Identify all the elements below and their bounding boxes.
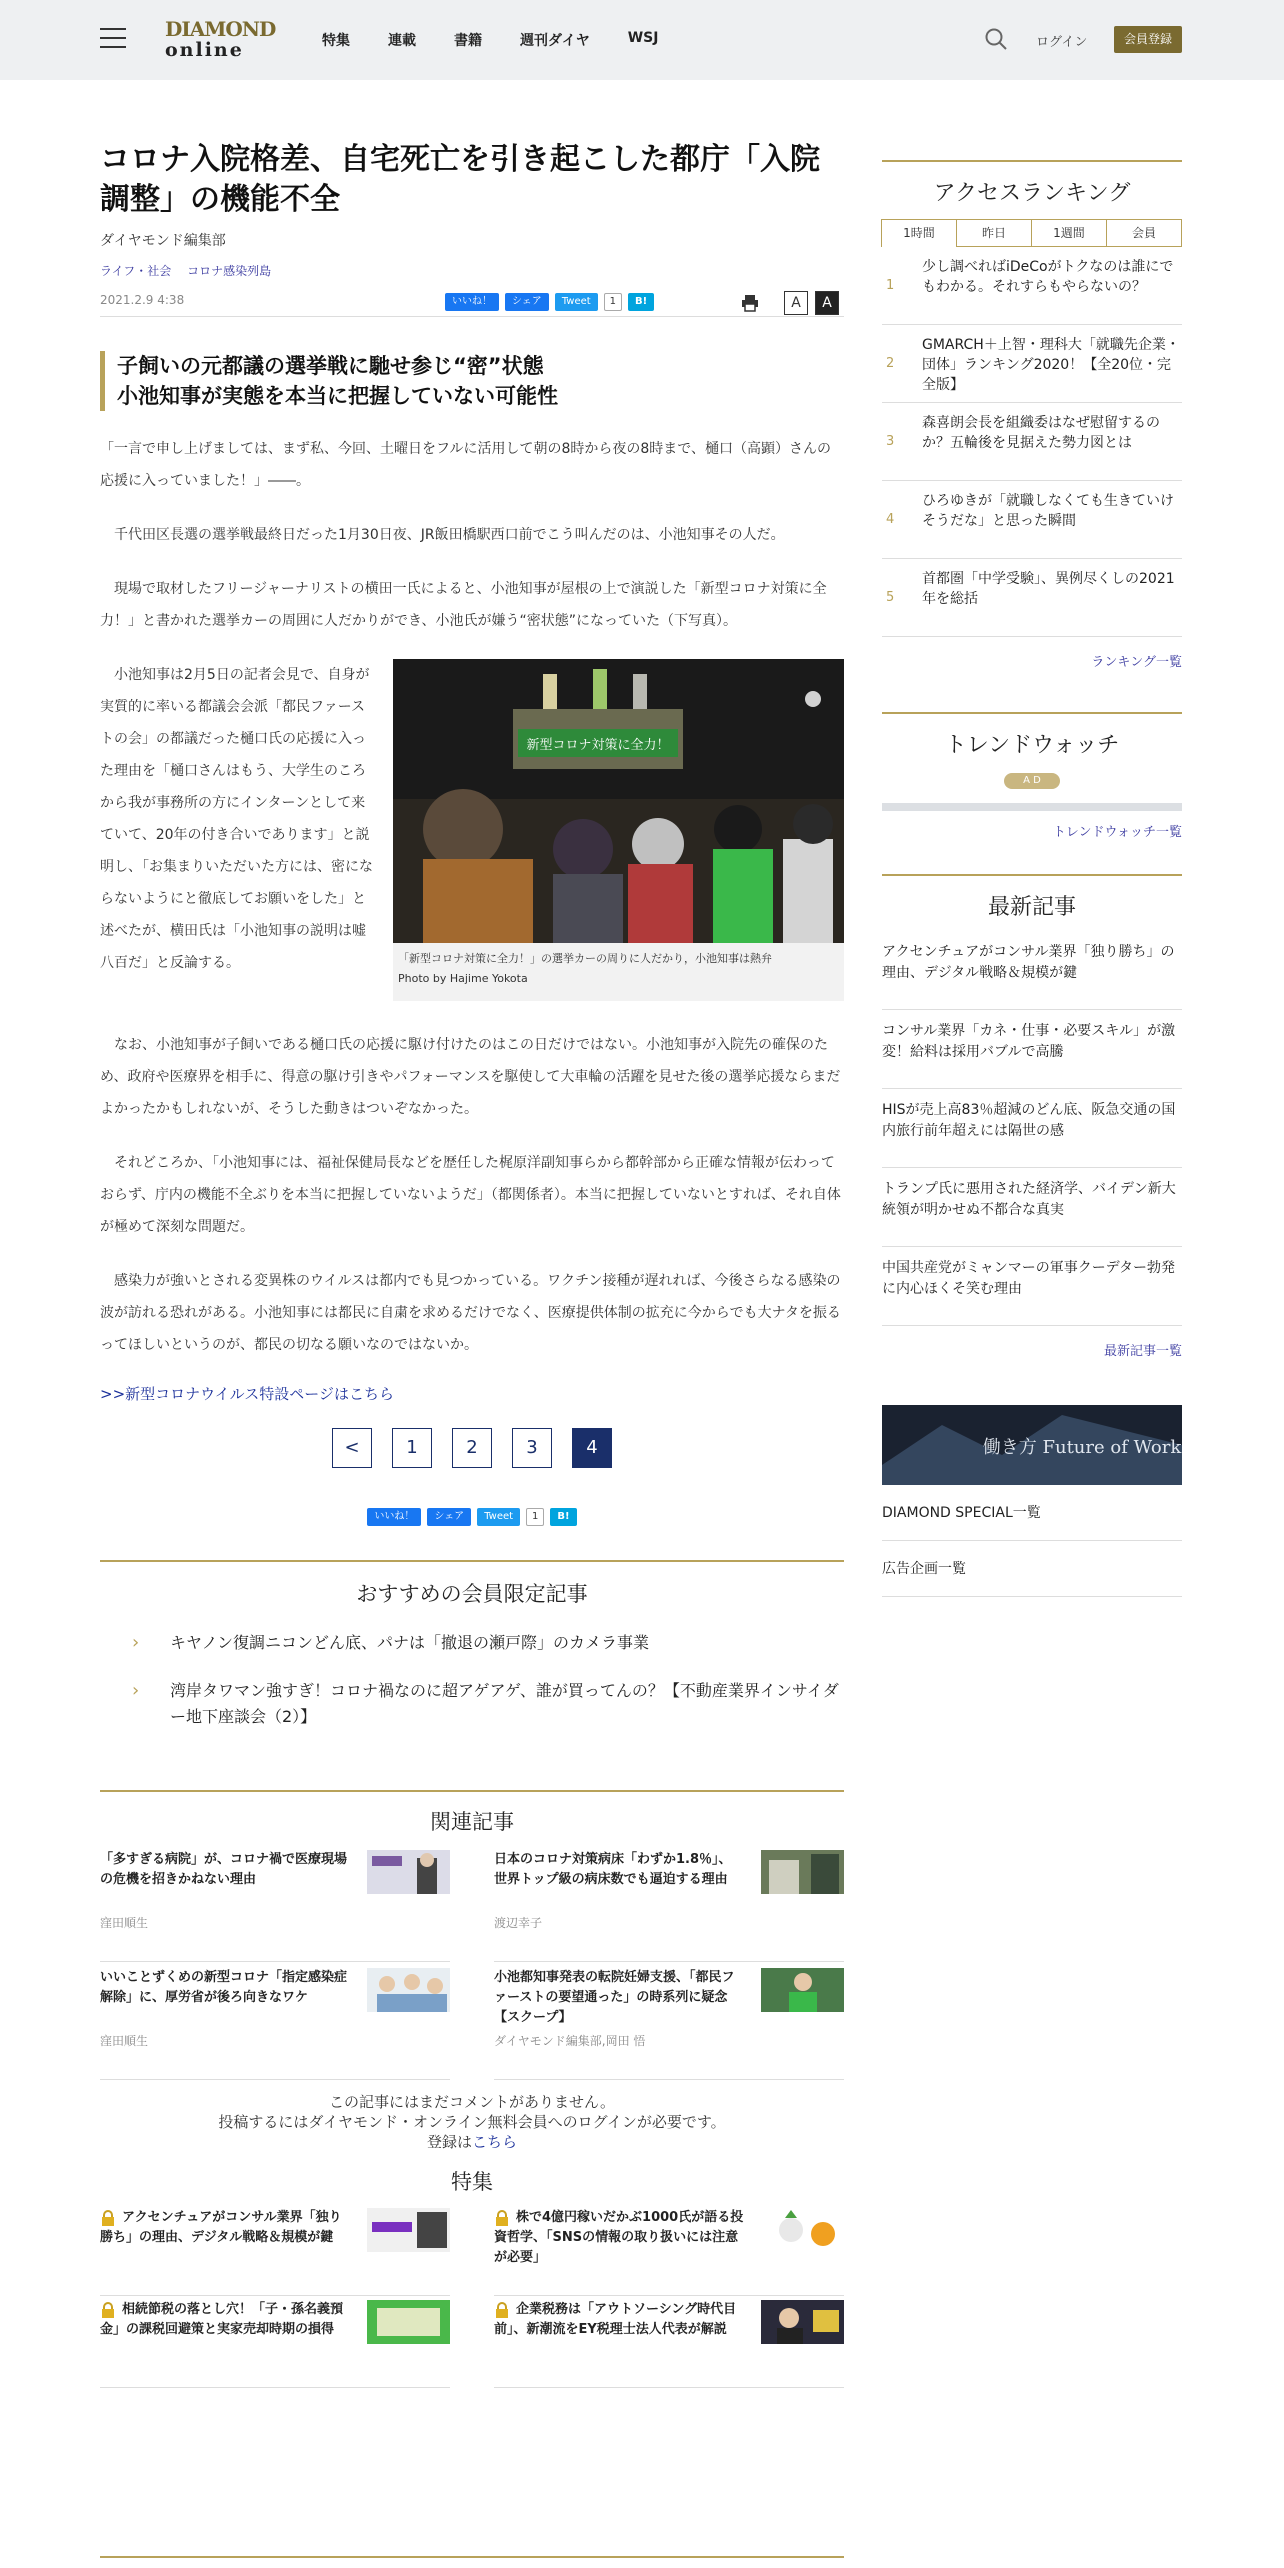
diamond-special-link[interactable]: DIAMOND SPECIAL一覧 (882, 1485, 1182, 1541)
tweet-button[interactable]: Tweet (555, 293, 598, 311)
font-size-large-button[interactable]: A (815, 291, 839, 315)
comments-login-text: 投稿するにはダイヤモンド・オンライン無料会員へのログインが必要です。 (218, 2113, 726, 2131)
latest-item[interactable]: コンサル業界「カネ・仕事・必要スキル」が激変！給料は採用バブルで高騰 (882, 1010, 1182, 1089)
page-4-button[interactable]: 4 (572, 1428, 612, 1468)
related-card[interactable] (100, 1962, 450, 2080)
figure-block (100, 659, 844, 1007)
features-title: 特集 (451, 2170, 493, 2194)
ranking-item[interactable] (882, 403, 1182, 481)
ad-projects-link[interactable]: 広告企画一覧 (882, 1541, 1182, 1597)
search-icon[interactable] (984, 27, 1008, 51)
article-main (100, 140, 844, 2388)
latest-item[interactable]: アクセンチュアがコンサル業界「独り勝ち」の理由、デジタル戦略＆規模が鍵 (882, 931, 1182, 1010)
related-thumbnail (367, 1850, 450, 1894)
tag-corona[interactable]: コロナ感染列島 (187, 264, 272, 278)
share-bar (445, 293, 654, 311)
article-meta (100, 291, 844, 317)
ranking-item-title: ひろゆきが「就職しなくても生きていけそうだな」と思った瞬間 (922, 493, 1174, 529)
latest-list-link[interactable]: 最新記事一覧 (1103, 1344, 1182, 1359)
ranking-list-link[interactable]: ランキング一覧 (1091, 655, 1182, 670)
feature-card[interactable] (100, 2296, 450, 2388)
related-section (100, 1790, 844, 2080)
related-card-title: 小池都知事発表の転院妊婦支援、「都民ファーストの要望通った」の時系列に疑念【スクープ】 (494, 1970, 735, 2025)
recommended-item[interactable] (100, 1678, 844, 1730)
latest-item[interactable]: 中国共産党がミャンマーの軍事クーデター勃発に内心ほくそ笑む理由 (882, 1247, 1182, 1326)
article-title: コロナ入院格差、自宅死亡を引き起こした都庁「入院調整」の機能不全 (100, 142, 820, 217)
article-paragraph: 小池知事は2月5日の記者会見で、自身が実質的に率いる都議会会派「都民ファーストの会」の都議だった樋口氏の応援に入った理由を「樋口さんはもう、大学生のころから我が事務所の方にインターンとして来ていて、20年の付き合いであります」と説明し、「お集まりいただいた方には、密にならないようにと徹底してお願いをした」と述べたが、横田氏は「小池知事の説明は嘘八百だ」と反論する。 (100, 667, 373, 971)
subhead-line: 小池知事が実態を本当に把握していない可能性 (117, 384, 558, 408)
ranking-item[interactable] (882, 247, 1182, 325)
related-card-title: いいことずくめの新型コロナ「指定感染症解除」に、厚労省が後ろ向きなワケ (100, 1970, 348, 2005)
tab-member[interactable]: 会員 (1106, 219, 1182, 247)
article-paragraph: 「一言で申し上げましては、まず私、今回、土曜日をフルに活用して朝の8時から夜の8時まで、樋口（高顕）さんの応援に入っていました！」――。 (100, 441, 831, 489)
pagination (100, 1428, 844, 1468)
chevron-right-icon: › (132, 1680, 140, 1701)
ranking-tabs (882, 219, 1182, 247)
related-thumbnail (367, 1968, 450, 2012)
menu-icon[interactable] (100, 28, 126, 50)
recommended-item-title: 湾岸タワマン強すぎ！コロナ禍なのに超アゲアゲ、誰が買ってんの？【不動産業界インサイダー地下座談会（2）】 (170, 1681, 839, 1726)
ranking-number: 4 (886, 512, 895, 527)
ranking-item[interactable] (882, 325, 1182, 403)
feature-thumbnail (367, 2208, 450, 2252)
ranking-item[interactable] (882, 481, 1182, 559)
hatena-button[interactable]: B! (550, 1508, 576, 1526)
recommended-item[interactable] (100, 1630, 844, 1656)
article-figure (393, 659, 844, 1001)
register-link[interactable]: こちら (472, 2133, 518, 2151)
recommended-title: おすすめの会員限定記事 (356, 1582, 588, 1606)
banner-text: 働き方 Future of Work (982, 1437, 1182, 1458)
register-button[interactable]: 会員登録 (1114, 26, 1182, 53)
latest-title: 最新記事 (987, 895, 1076, 920)
login-link[interactable]: ログイン (1036, 35, 1088, 50)
trend-section (882, 712, 1182, 840)
feature-card[interactable] (494, 2204, 844, 2296)
hatena-button[interactable]: B! (628, 293, 654, 311)
feature-card[interactable] (494, 2296, 844, 2388)
comments-register-line (100, 2132, 844, 2152)
article-subhead (100, 351, 844, 411)
tab-yesterday[interactable]: 昨日 (956, 219, 1032, 247)
chevron-right-icon: › (132, 1632, 140, 1653)
article-tags (100, 262, 844, 279)
rally-photo (393, 659, 844, 943)
special-page-link[interactable]: >>新型コロナウイルス特設ページはこちら (100, 1385, 394, 1403)
related-card-title: 日本のコロナ対策病床「わずか1.8％」、世界トップ級の病床数でも逼迫する理由 (494, 1852, 732, 1887)
tweet-count: 1 (526, 1508, 544, 1526)
ranking-item-title: GMARCH＋上智・理科大「就職先企業・団体」ランキング2020！【全20位・完全版】 (922, 337, 1180, 393)
tweet-count: 1 (604, 293, 622, 311)
related-card-author: 窪田順生 (100, 1916, 149, 1930)
trend-list-link[interactable]: トレンドウォッチ一覧 (1052, 825, 1182, 840)
related-card-author: 窪田順生 (100, 2034, 149, 2048)
latest-item[interactable]: トランプ氏に悪用された経済学、バイデン新大統領が明かせぬ不都合な真実 (882, 1168, 1182, 1247)
features-grid (100, 2204, 844, 2388)
ranking-item-title: 森喜朗会長を組織委はなぜ慰留するのか？五輪後を見据えた勢力図とは (922, 415, 1160, 451)
feature-card[interactable] (100, 2204, 450, 2296)
ranking-title: アクセスランキング (933, 181, 1131, 206)
prev-page-button[interactable]: < (332, 1428, 372, 1468)
tab-1week[interactable]: 1週間 (1031, 219, 1107, 247)
related-card[interactable] (494, 1962, 844, 2080)
ranking-item-title: 少し調べればiDeCoがトクなのは誰にでもわかる。それすらもやらないの？ (922, 259, 1174, 295)
feature-card-title: 企業税務は「アウトソーシング時代目前」、新潮流をEY税理士法人代表が解説 (494, 2302, 737, 2337)
subhead-line: 子飼いの元都議の選挙戦に馳せ参じ“密”状態 (117, 354, 544, 378)
feature-card-title: 相続節税の落とし穴！「子・孫名義預金」の課税回避策と実家売却時期の損得 (100, 2302, 344, 2337)
nav-item-weekly[interactable]: 週刊ダイヤ (520, 33, 590, 49)
campaign-sign-text: 新型コロナ対策に全力！ (526, 738, 670, 753)
feature-thumbnail (761, 2208, 844, 2252)
nav-item-feature[interactable]: 特集 (322, 33, 350, 49)
font-size-small-button[interactable]: A (784, 291, 808, 315)
related-card[interactable] (100, 1844, 450, 1962)
site-header (0, 0, 1284, 80)
recommended-item-title: キヤノン復調ニコンどん底、パナは「撤退の瀬戸際」のカメラ事業 (170, 1633, 650, 1652)
caption-text: 「新型コロナ対策に全力！」の選挙カーの周りに人だかり，小池知事は熱弁 (398, 952, 772, 965)
recommended-section (100, 1560, 844, 1730)
facebook-like-button[interactable]: いいね！ (367, 1508, 421, 1526)
page-2-button[interactable]: 2 (452, 1428, 492, 1468)
related-title: 関連記事 (430, 1810, 514, 1834)
article-paragraph: なお、小池知事が子飼いである樋口氏の応援に駆け付けたのはこの日だけではない。小池知事が入院先の確保のため、政府や医療界を相手に、得意の駆け引きやパフォーマンスを駆使して大車輪の活躍を見せた後の選挙応援ならまだよかったかもしれないが、そうした動きはついぞなかった。 (100, 1037, 841, 1117)
tab-1hour[interactable]: 1時間 (881, 219, 957, 247)
feature-thumbnail (367, 2300, 450, 2344)
facebook-share-button[interactable]: シェア (505, 293, 549, 311)
related-thumbnail (761, 1968, 844, 2012)
latest-item[interactable]: HISが売上高83％超減のどん底、阪急交通の国内旅行前年超えには隔世の感 (882, 1089, 1182, 1168)
related-thumbnail (761, 1850, 844, 1894)
related-card-author: 渡辺幸子 (494, 1916, 543, 1930)
feature-card-title: 株で4億円稼いだかぶ1000氏が語る投資哲学、「SNSの情報の取り扱いには注意が必要」 (494, 2210, 744, 2265)
share-bar-bottom (100, 1508, 844, 1526)
footer-divider (100, 2556, 844, 2558)
trend-title: トレンドウォッチ (944, 733, 1120, 758)
article-paragraph: 感染力が強いとされる変異株のウイルスは都内でも見つかっている。ワクチン接種が遅れれば、今後さらなる感染の波が訪れる恐れがある。小池知事には都民に自粛を求めるだけでなく、医療提供体制の拡充に今からでも大ナタを振るってほしいというのが、都民の切なる願いなのではないか。 (100, 1273, 841, 1353)
comments-empty-text: この記事にはまだコメントがありません。 (329, 2093, 615, 2111)
sidebar (882, 160, 1182, 1597)
print-icon[interactable] (740, 293, 760, 313)
related-card[interactable] (494, 1844, 844, 1962)
nav-item-wsj[interactable]: WSJ (627, 30, 659, 46)
work-style-banner[interactable] (882, 1405, 1182, 1485)
ranking-number: 1 (886, 278, 895, 293)
ranking-item[interactable] (882, 559, 1182, 637)
feature-thumbnail (761, 2300, 844, 2344)
ad-slot (882, 803, 1182, 811)
publish-date: 2021.2.9 4:38 (100, 293, 185, 307)
latest-section (882, 874, 1182, 1359)
comments-notice (100, 2092, 844, 2152)
nav-item-books[interactable]: 書籍 (454, 33, 482, 49)
site-logo[interactable]: DIAMOND online (165, 17, 276, 61)
ranking-number: 3 (886, 434, 895, 449)
article-paragraph: 千代田区長選の選挙戦最終日だった1月30日夜、JR飯田橋駅西口前でこう叫んだのは、小池知事その人だ。 (100, 527, 785, 543)
tag-life-society[interactable]: ライフ・社会 (100, 264, 172, 278)
article-paragraph: それどころか、「小池知事には、福祉保健局長などを歴任した梶原洋副知事らから都幹部から正確な情報が伝わっておらず、庁内の機能不全ぶりを本当に把握していないようだ」（都関係者）。本当に把握していないとすれば、それ自体が極めて深刻な問題だ。 (100, 1155, 841, 1235)
ad-badge: A D (1004, 773, 1060, 789)
register-prefix: 登録は (426, 2133, 472, 2151)
ranking-section (882, 160, 1182, 670)
ranking-number: 2 (886, 356, 895, 371)
page-3-button[interactable]: 3 (512, 1428, 552, 1468)
article-author[interactable]: ダイヤモンド編集部 (100, 233, 226, 249)
article-paragraph: 現場で取材したフリージャーナリストの横田一氏によると、小池知事が屋根の上で演説した「新型コロナ対策に全力！」と書かれた選挙カーの周囲に人だかりができ、小池氏が嫌う“密状態”になっていた（下写真）。 (100, 581, 827, 629)
related-card-author: ダイヤモンド編集部,岡田 悟 (494, 2034, 646, 2048)
page-1-button[interactable]: 1 (392, 1428, 432, 1468)
photo-credit: Photo by Hajime Yokota (398, 972, 528, 985)
feature-card-title: アクセンチュアがコンサル業界「独り勝ち」の理由、デジタル戦略＆規模が鍵 (100, 2210, 342, 2245)
ranking-item-title: 首都圏「中学受験」、異例尽くしの2021年を総括 (922, 571, 1175, 607)
facebook-share-button[interactable]: シェア (427, 1508, 471, 1526)
related-card-title: 「多すぎる病院」が、コロナ禍で医療現場の危機を招きかねない理由 (100, 1852, 348, 1887)
photo-caption (393, 943, 844, 995)
tweet-button[interactable]: Tweet (477, 1508, 520, 1526)
nav-item-series[interactable]: 連載 (388, 33, 416, 49)
ranking-number: 5 (886, 590, 895, 605)
facebook-like-button[interactable]: いいね！ (445, 293, 499, 311)
main-nav (322, 30, 696, 50)
